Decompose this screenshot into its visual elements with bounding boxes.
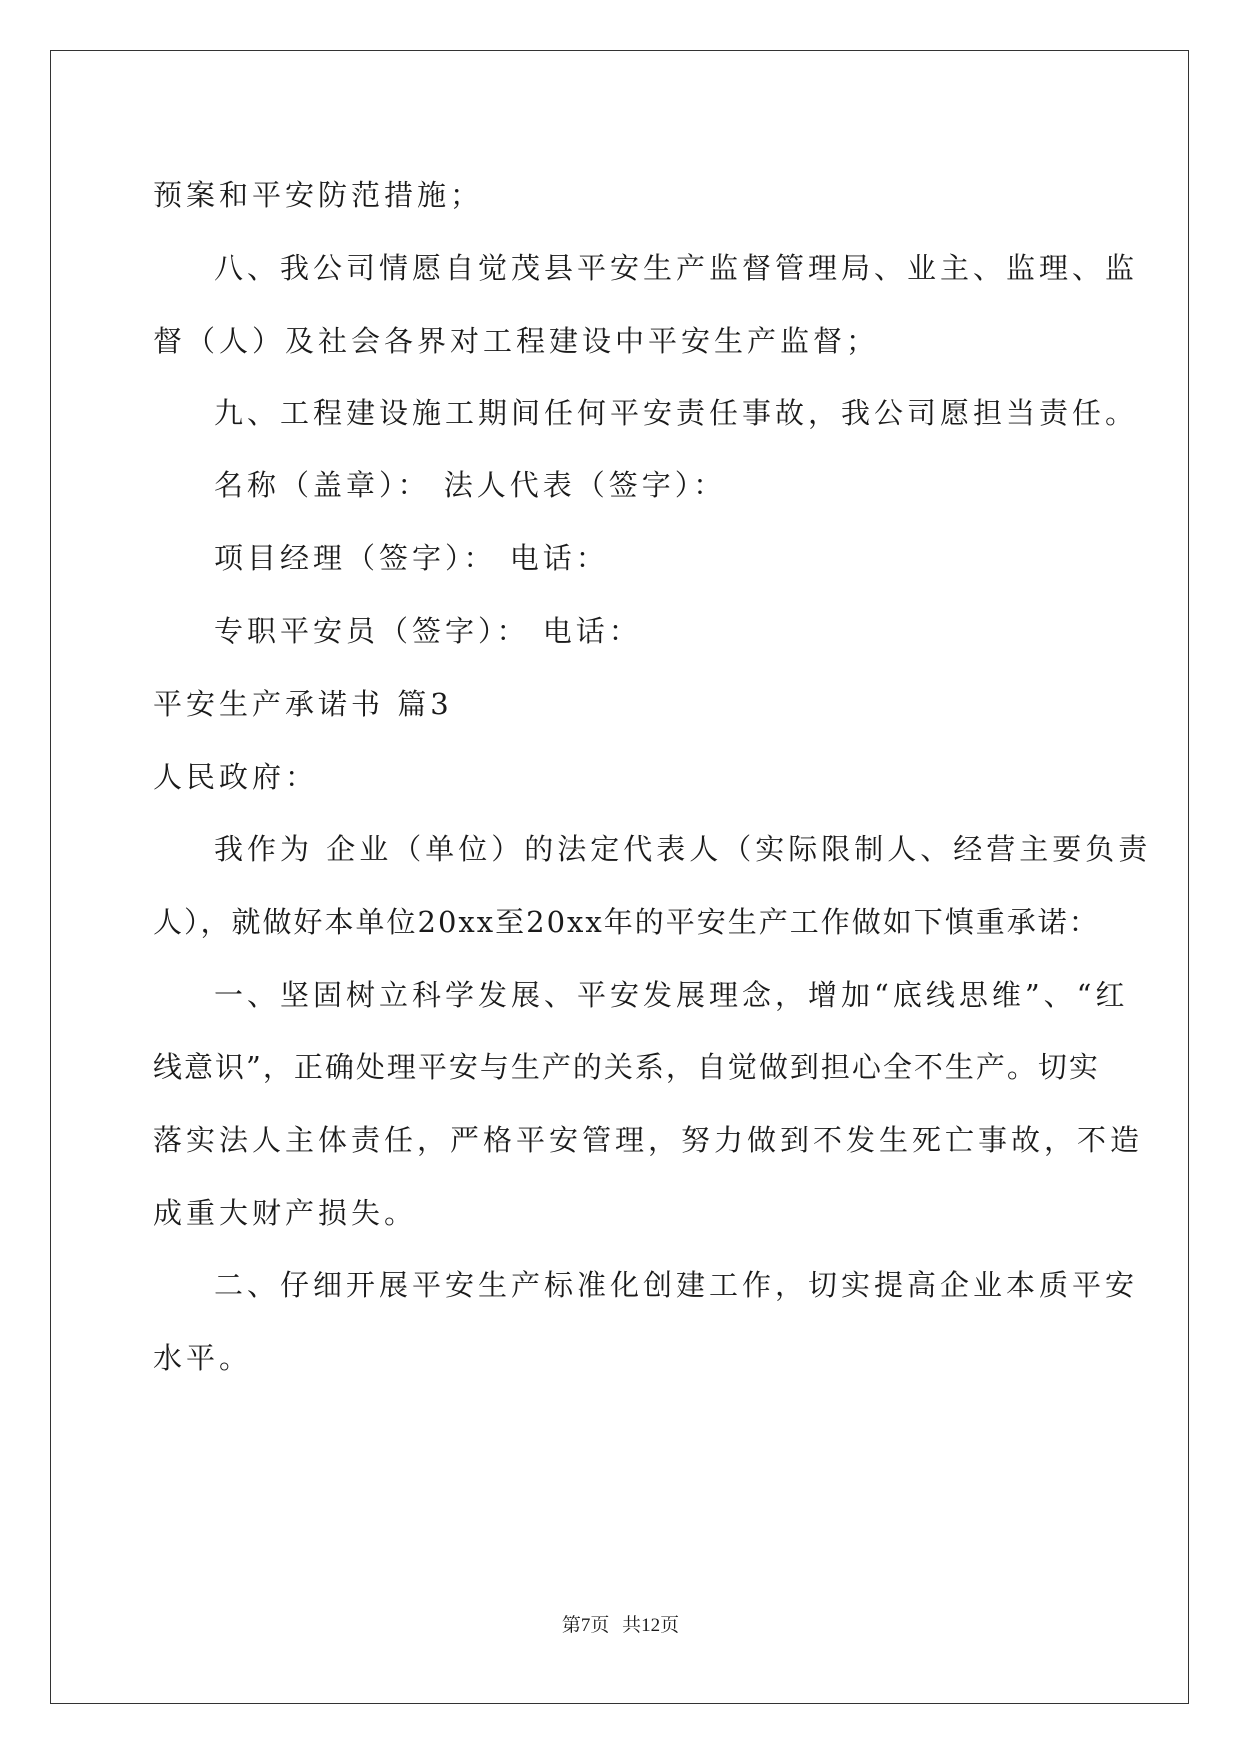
page-border — [50, 50, 1189, 1704]
text-line: 二、仔细开展平安生产标准化创建工作，切实提高企业本质平安 — [214, 1268, 1139, 1302]
text-line: 落实法人主体责任，严格平安管理，努力做到不发生死亡事故，不造 — [153, 1123, 1144, 1157]
page-footer — [0, 1614, 1241, 1638]
page-total: 共12页 — [622, 1615, 680, 1636]
section-heading: 平安生产承诺书 篇3 — [153, 687, 453, 721]
text-line: 人），就做好本单位20xx至20xx年的平安生产工作做如下慎重承诺： — [153, 905, 1100, 939]
text-line: 线意识”，正确处理平安与生产的关系，自觉做到担心全不生产。切实 — [153, 1050, 1100, 1084]
page-number: 第7页 — [561, 1615, 610, 1636]
text-line: 预案和平安防范措施； — [153, 178, 484, 212]
text-line: 九、工程建设施工期间任何平安责任事故，我公司愿担当责任。 — [214, 396, 1139, 430]
text-line: 项目经理（签字）： 电话： — [214, 541, 609, 575]
text-line: 水平。 — [153, 1341, 253, 1375]
text-line: 成重大财产损失。 — [153, 1196, 418, 1230]
text-line: 我作为 企业（单位）的法定代表人（实际限制人、经营主要负责 — [214, 832, 1152, 866]
salutation: 人民政府： — [153, 760, 319, 794]
text-line: 专职平安员（签字）： 电话： — [214, 614, 642, 648]
text-line: 名称（盖章）： 法人代表（签字）： — [214, 468, 727, 502]
text-line: 一、坚固树立科学发展、平安发展理念，增加“底线思维”、“红 — [214, 978, 1129, 1012]
text-line: 八、我公司情愿自觉茂县平安生产监督管理局、业主、监理、监 — [214, 251, 1139, 285]
text-line: 督（人）及社会各界对工程建设中平安生产监督； — [153, 324, 880, 358]
